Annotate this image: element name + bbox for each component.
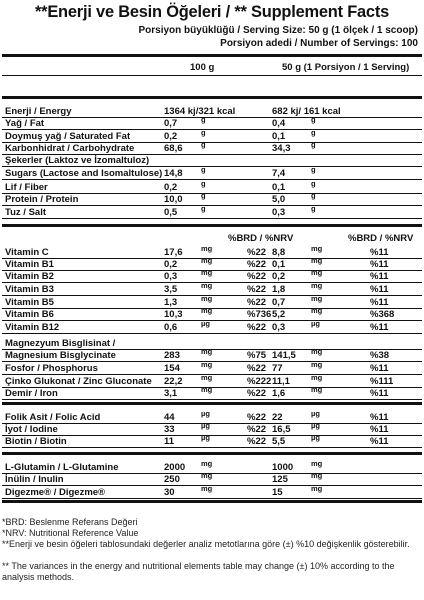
value-per-100g: 154 <box>164 363 180 374</box>
pct-nrv-per-100g: %22 <box>247 424 267 435</box>
value-per-100g: 0,5 <box>164 207 178 218</box>
value-per-serving: 22 <box>272 412 283 423</box>
pct-nrv-per-serving: %11 <box>370 322 389 333</box>
value-per-100g: 22,2 <box>164 376 183 387</box>
value-per-serving: 5,2 <box>272 309 286 320</box>
value-per-serving: 1000 <box>272 462 294 473</box>
value-per-serving: 16,5 <box>272 424 291 435</box>
pct-nrv-per-100g: %22 <box>247 322 267 333</box>
value-per-serving: 141,5 <box>272 350 296 361</box>
row-name: Sugars (Lactose and Isomaltulose) <box>5 168 163 179</box>
unit-per-100g: mg <box>201 373 213 382</box>
pct-nrv-per-serving: %38 <box>370 350 390 361</box>
thick-divider <box>2 96 422 99</box>
pct-nrv-per-serving: %11 <box>370 284 389 295</box>
pct-nrv-per-100g: %22 <box>247 271 267 282</box>
row-divider <box>2 333 422 334</box>
unit-per-100g: µg <box>201 319 210 328</box>
unit-per-serving: mg <box>311 294 323 303</box>
unit-per-serving: mg <box>311 244 323 253</box>
row-name: Fosfor / Phosphorus <box>5 363 98 374</box>
value-per-100g: 283 <box>164 350 180 361</box>
pct-nrv-per-100g: %22 <box>247 412 267 423</box>
pct-nrv-per-100g: %22 <box>247 436 267 447</box>
row-name: Digezme® / Digezme® <box>5 487 106 498</box>
unit-per-serving: mg <box>311 347 323 356</box>
row-divider <box>2 75 422 76</box>
col-header-100g: 100 g <box>190 62 215 73</box>
value-per-serving: 7,4 <box>272 168 286 179</box>
pct-nrv-per-serving: %11 <box>370 259 389 270</box>
row-name: Vitamin B6 <box>5 309 54 320</box>
pct-header-100g: %BRD / %NRV <box>228 233 294 244</box>
unit-per-serving: mg <box>311 360 323 369</box>
row-name: Vitamin C <box>5 247 49 258</box>
value-per-serving: 0,3 <box>272 322 286 333</box>
unit-per-100g: mg <box>201 244 213 253</box>
value-per-100g: 3,5 <box>164 284 178 295</box>
pct-nrv-per-100g: %22 <box>247 297 267 308</box>
pct-nrv-per-100g: %22 <box>247 388 267 399</box>
value-per-100g: 68,6 <box>164 143 183 154</box>
unit-per-100g: µg <box>201 409 210 418</box>
unit-per-serving: µg <box>311 409 320 418</box>
value-per-100g: 17,6 <box>164 247 183 258</box>
unit-per-100g: g <box>201 179 206 188</box>
unit-per-100g: g <box>201 165 206 174</box>
pct-nrv-per-serving: %11 <box>370 388 389 399</box>
unit-per-serving: mg <box>311 306 323 315</box>
thick-divider <box>2 452 422 455</box>
pct-nrv-per-100g: %22 <box>247 284 267 295</box>
row-name: Protein / Protein <box>5 194 79 205</box>
row-divider <box>2 218 422 219</box>
value-per-100g: 250 <box>164 474 180 485</box>
row-name: İyot / Iodine <box>5 424 58 435</box>
value-per-serving: 682 kj/ 161 kcal <box>272 106 341 117</box>
row-name: Vitamin B5 <box>5 297 54 308</box>
value-per-serving: 34,3 <box>272 143 291 154</box>
unit-per-100g: mg <box>201 459 213 468</box>
thick-divider <box>2 224 422 227</box>
value-per-100g: 1364 kj/321 kcal <box>164 106 236 117</box>
pct-nrv-per-serving: %11 <box>370 424 389 435</box>
value-per-serving: 0,1 <box>272 259 286 270</box>
unit-per-serving: mg <box>311 459 323 468</box>
unit-per-100g: µg <box>201 421 210 430</box>
value-per-100g: 0,2 <box>164 182 178 193</box>
value-per-serving: 1,6 <box>272 388 286 399</box>
unit-per-100g: mg <box>201 347 213 356</box>
row-divider <box>2 179 422 180</box>
unit-per-serving: µg <box>311 433 320 442</box>
unit-per-serving: mg <box>311 281 323 290</box>
row-divider <box>2 320 422 321</box>
value-per-serving: 11,1 <box>272 376 290 387</box>
value-per-100g: 3,1 <box>164 388 178 399</box>
row-name: Doymuş yağ / Saturated Fat <box>5 131 131 142</box>
value-per-100g: 0,7 <box>164 118 178 129</box>
unit-per-100g: mg <box>201 471 213 480</box>
label-title: **Enerji ve Besin Öğeleri / ** Supplement Facts <box>34 3 390 21</box>
row-name: Magnezyum Bisglisinat / <box>5 338 116 349</box>
row-name: Magnesium Bisglycinate <box>5 350 116 361</box>
value-per-100g: 30 <box>164 487 175 498</box>
unit-per-100g: mg <box>201 294 213 303</box>
value-per-serving: 0,1 <box>272 182 286 193</box>
thick-divider <box>2 402 422 405</box>
row-divider <box>2 166 422 167</box>
value-per-serving: 0,4 <box>272 118 286 129</box>
unit-per-100g: mg <box>201 484 213 493</box>
row-name: Tuz / Salt <box>5 207 46 218</box>
row-name: Çinko Glukonat / Zinc Gluconate <box>5 376 152 387</box>
value-per-100g: 44 <box>164 412 175 423</box>
pct-nrv-per-serving: %368 <box>370 309 395 320</box>
value-per-100g: 33 <box>164 424 175 435</box>
unit-per-serving: mg <box>311 484 323 493</box>
unit-per-100g: mg <box>201 385 213 394</box>
unit-per-100g: g <box>201 128 206 137</box>
row-divider <box>2 447 422 448</box>
row-name: Lif / Fiber <box>5 182 48 193</box>
row-name: Şekerler (Laktoz ve İzomaltuloz) <box>5 155 150 166</box>
value-per-serving: 0,3 <box>272 207 286 218</box>
unit-per-serving: mg <box>311 268 323 277</box>
unit-per-100g: g <box>201 115 206 124</box>
unit-per-100g: mg <box>201 306 213 315</box>
unit-per-100g: g <box>201 140 206 149</box>
pct-nrv-per-100g: %75 <box>247 350 267 361</box>
row-name: Vitamin B1 <box>5 259 54 270</box>
thick-divider <box>2 54 422 57</box>
unit-per-100g: mg <box>201 268 213 277</box>
unit-per-serving: g <box>311 191 316 200</box>
footnote: *NRV: Nutritional Reference Value <box>2 528 139 538</box>
pct-nrv-per-serving: %11 <box>370 363 389 374</box>
unit-per-100g: µg <box>201 433 210 442</box>
col-header-serving: 50 g (1 Porsiyon / 1 Serving) <box>282 62 410 73</box>
value-per-serving: 15 <box>272 487 283 498</box>
pct-nrv-per-serving: %11 <box>370 436 389 447</box>
pct-nrv-per-serving: %111 <box>370 376 394 387</box>
unit-per-serving: g <box>311 165 316 174</box>
serving-size: Porsiyon büyüklüğü / Serving Size: 50 g (1 ölçek / 1 scoop) <box>138 25 418 36</box>
unit-per-serving: µg <box>311 421 320 430</box>
value-per-100g: 2000 <box>164 462 186 473</box>
footnote: *BRD: Beslenme Referans Değeri <box>2 517 138 527</box>
unit-per-serving: mg <box>311 471 323 480</box>
value-per-100g: 0,3 <box>164 271 178 282</box>
row-name: İnülin / Inulin <box>5 474 64 485</box>
unit-per-serving: g <box>311 128 316 137</box>
value-per-100g: 10,3 <box>164 309 183 320</box>
value-per-100g: 10,0 <box>164 194 183 205</box>
unit-per-serving: g <box>311 140 316 149</box>
unit-per-100g: mg <box>201 281 213 290</box>
row-name: Folik Asit / Folic Acid <box>5 412 101 423</box>
value-per-serving: 0,1 <box>272 131 286 142</box>
servings-count: Porsiyon adedi / Number of Servings: 100 <box>220 38 418 49</box>
row-name: Vitamin B3 <box>5 284 54 295</box>
row-name: Vitamin B12 <box>5 322 60 333</box>
thick-divider <box>2 500 422 503</box>
value-per-100g: 11 <box>164 436 175 447</box>
value-per-100g: 1,3 <box>164 297 178 308</box>
value-per-serving: 125 <box>272 474 288 485</box>
pct-nrv-per-100g: %222 <box>247 376 272 387</box>
row-divider <box>2 423 422 424</box>
value-per-serving: 1,8 <box>272 284 286 295</box>
value-per-100g: 0,2 <box>164 259 178 270</box>
row-name: Karbonhidrat / Carbohydrate <box>5 143 135 154</box>
unit-per-serving: g <box>311 115 316 124</box>
unit-per-serving: mg <box>311 256 323 265</box>
pct-nrv-per-serving: %11 <box>370 412 389 423</box>
unit-per-100g: g <box>201 204 206 213</box>
row-name: Biotin / Biotin <box>5 436 67 447</box>
pct-nrv-per-serving: %11 <box>370 247 389 258</box>
value-per-serving: 0,7 <box>272 297 286 308</box>
pct-nrv-per-100g: %22 <box>247 259 267 270</box>
unit-per-100g: g <box>201 191 206 200</box>
unit-per-100g: mg <box>201 360 213 369</box>
footnote: **Enerji ve besin öğeleri tablosundaki değerler analiz metotlarına göre (±) %10 değişkenlik gösterebilir. <box>2 539 410 549</box>
pct-nrv-per-100g: %22 <box>247 247 267 258</box>
value-per-serving: 5,0 <box>272 194 286 205</box>
unit-per-serving: µg <box>311 319 320 328</box>
value-per-serving: 0,2 <box>272 271 286 282</box>
row-divider <box>2 117 422 118</box>
value-per-100g: 0,2 <box>164 131 178 142</box>
row-divider <box>2 205 422 206</box>
footnote: ** The variances in the energy and nutritional elements table may change (±) 10% according to the analysis methods. <box>2 561 395 583</box>
unit-per-serving: mg <box>311 385 323 394</box>
value-per-serving: 8,8 <box>272 247 286 258</box>
row-name: Demir / Iron <box>5 388 58 399</box>
pct-header-serving: %BRD / %NRV <box>348 233 414 244</box>
pct-nrv-per-100g: %22 <box>247 363 267 374</box>
value-per-serving: 77 <box>272 363 283 374</box>
unit-per-serving: g <box>311 204 316 213</box>
pct-nrv-per-serving: %11 <box>370 271 389 282</box>
value-per-100g: 14,8 <box>164 168 183 179</box>
row-divider <box>2 129 422 130</box>
unit-per-serving: mg <box>311 373 323 382</box>
row-name: Vitamin B2 <box>5 271 54 282</box>
value-per-serving: 5,5 <box>272 436 286 447</box>
value-per-100g: 0,6 <box>164 322 178 333</box>
row-name: L-Glutamin / L-Glutamine <box>5 462 119 473</box>
row-name: Yağ / Fat <box>5 118 45 129</box>
row-name: Enerji / Energy <box>5 106 72 117</box>
unit-per-100g: mg <box>201 256 213 265</box>
pct-nrv-per-serving: %11 <box>370 297 389 308</box>
row-divider <box>2 399 422 400</box>
unit-per-serving: g <box>311 179 316 188</box>
pct-nrv-per-100g: %736 <box>247 309 272 320</box>
row-divider <box>2 498 422 499</box>
